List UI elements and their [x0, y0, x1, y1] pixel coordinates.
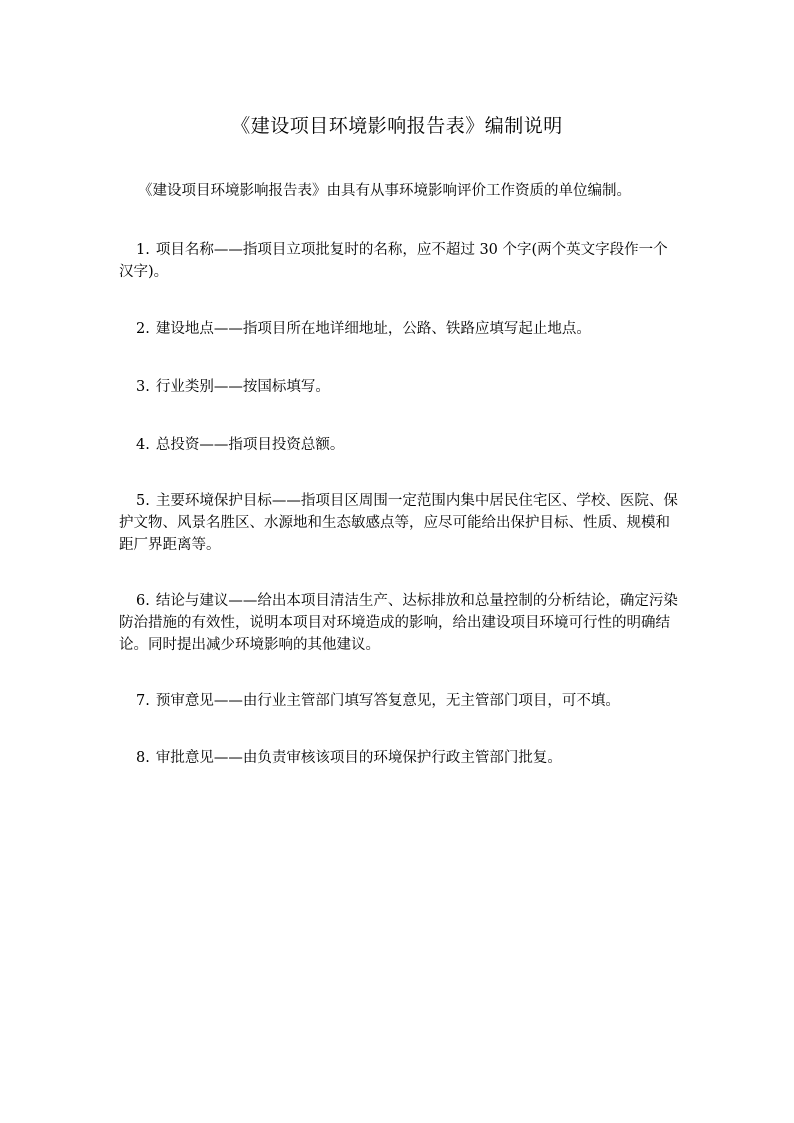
item-number: 3.	[136, 379, 150, 395]
intro-paragraph: 《建设项目环境影响报告表》由具有从事环境影响评价工作资质的单位编制。	[138, 183, 631, 199]
list-item	[119, 490, 679, 556]
item-text: 总投资——指项目投资总额。	[155, 437, 345, 453]
list-item	[119, 690, 679, 712]
item-number: 5.	[136, 493, 150, 509]
item-number: 2.	[136, 321, 150, 337]
document-title: 《建设项目环境影响报告表》编制说明	[231, 115, 563, 137]
item-text: 预审意见——由行业主管部门填写答复意见，无主管部门项目，可不填。	[155, 693, 620, 709]
list-item	[119, 747, 679, 769]
item-number: 8.	[136, 750, 150, 766]
item-text: 行业类别——按国标填写。	[155, 379, 330, 395]
item-number: 4.	[136, 437, 150, 453]
item-text: 主要环境保护目标——指项目区周围一定范围内集中居民住宅区、学校、医院、保护文物、风景名胜区、水源地和生态敏感点等，应尽可能给出保护目标、性质、规模和距厂界距离等。	[119, 493, 678, 553]
item-text: 结论与建议——给出本项目清洁生产、达标排放和总量控制的分析结论，确定污染防治措施的有效性，说明本项目对环境造成的影响，给出建设项目环境可行性的明确结论。同时提出减少环境影响的其他建议。	[119, 593, 678, 653]
item-number: 7.	[136, 693, 150, 709]
list-item	[119, 434, 679, 456]
list-item	[119, 590, 679, 656]
item-number: 6.	[136, 593, 150, 609]
item-text: 审批意见——由负责审核该项目的环境保护行政主管部门批复。	[155, 750, 562, 766]
item-number: 1.	[136, 242, 150, 258]
list-item	[119, 376, 679, 398]
item-text: 建设地点——指项目所在地详细地址，公路、铁路应填写起止地点。	[155, 321, 591, 337]
item-text: 项目名称——指项目立项批复时的名称，应不超过 30 个字(两个英文字段作一个汉字)。	[119, 242, 668, 280]
list-item	[119, 239, 679, 283]
list-item	[119, 318, 679, 340]
